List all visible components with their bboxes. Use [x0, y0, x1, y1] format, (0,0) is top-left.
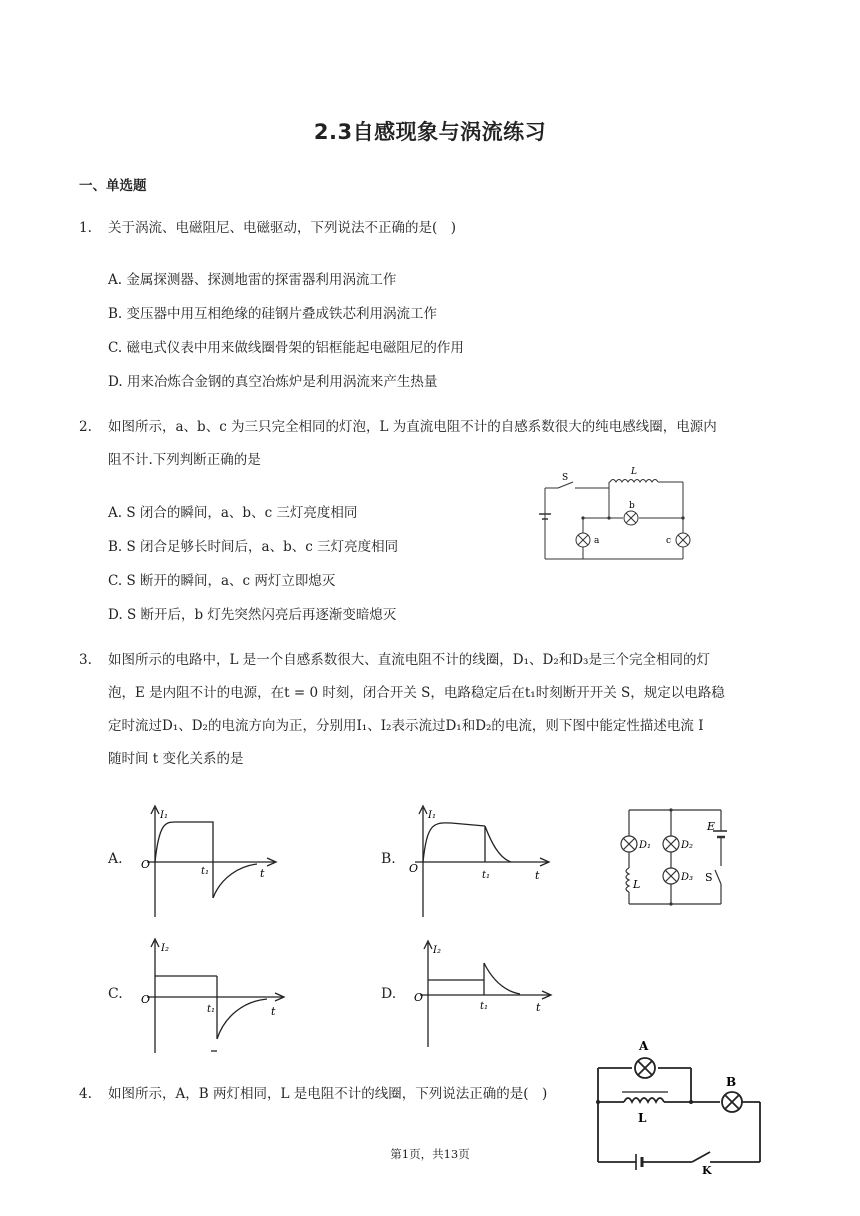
- t1-label: t₁: [480, 1001, 489, 1012]
- label-l: L: [638, 1111, 647, 1125]
- graph-a: [135, 802, 285, 920]
- t-label: t: [271, 1005, 276, 1018]
- page-title: 2.3自感现象与涡流练习: [313, 120, 547, 144]
- label-d3: D₃: [681, 872, 694, 883]
- t-label: t: [260, 867, 265, 880]
- option-c[interactable]: C.: [108, 986, 123, 1002]
- option-d[interactable]: [108, 370, 437, 390]
- option-text: S 断开后，b 灯先突然闪亮后再逐渐变暗熄灭: [126, 607, 397, 623]
- label-d1: D₁: [639, 840, 652, 851]
- option-text: 用来冶炼合金钢的真空冶炼炉是利用涡流来产生热量: [126, 374, 438, 390]
- t1-label: t₁: [207, 1004, 216, 1015]
- label-a: a: [594, 536, 600, 546]
- option-label: C.: [108, 573, 123, 589]
- graph-d: [408, 937, 558, 1049]
- label-b: b: [629, 501, 635, 511]
- option-label: A.: [108, 272, 123, 288]
- t-label: t: [536, 1001, 541, 1014]
- section-heading: 一、单选题: [79, 178, 147, 194]
- y-axis-label: I₂: [161, 943, 169, 954]
- question-text-line2: 阻不计.下列判断正确的是: [108, 452, 261, 468]
- option-b[interactable]: [108, 535, 398, 555]
- origin-label: O: [414, 991, 424, 1004]
- origin-label: O: [409, 862, 419, 875]
- label-a: A: [639, 1039, 649, 1053]
- graph-b: [403, 802, 553, 920]
- question-number: 2.: [79, 419, 92, 435]
- question-text: 如图所示，A，B 两灯相同，L 是电阻不计的线圈，下列说法正确的是( ): [108, 1086, 548, 1102]
- label-l: L: [631, 467, 637, 477]
- page-footer: 第1页，共13页: [390, 1147, 470, 1161]
- label-s: S: [705, 871, 713, 884]
- option-text: S 闭合足够长时间后，a、b、c 三灯亮度相同: [126, 539, 399, 555]
- question-text: 关于涡流、电磁阻尼、电磁驱动，下列说法不正确的是( ): [108, 220, 457, 236]
- t1-label: t₁: [482, 870, 491, 881]
- option-text: S 闭合的瞬间，a、b、c 三灯亮度相同: [126, 505, 358, 521]
- option-text: 变压器中用互相绝缘的硅钢片叠成铁芯利用涡流工作: [126, 306, 438, 322]
- option-label: C.: [108, 340, 123, 356]
- question-text-line2: 泡，E 是内阻不计的电源，在t = 0 时刻，闭合开关 S，电路稳定后在t₁时刻断开开关 S，规定以电路稳: [108, 685, 725, 701]
- option-text: S 断开的瞬间，a、c 两灯立即熄灭: [126, 573, 336, 589]
- label-c: c: [666, 536, 672, 546]
- y-axis-label: I₁: [160, 810, 168, 821]
- y-axis-label: I₁: [428, 810, 436, 821]
- q2-circuit-figure: [535, 462, 700, 564]
- question-text-line1: 如图所示的电路中，L 是一个自感系数很大、直流电阻不计的线圈，D₁、D₂和D₃是三个完全相同的灯: [108, 652, 710, 668]
- t-label: t: [535, 869, 540, 882]
- option-text: 磁电式仪表中用来做线圈骨架的铝框能起电磁阻尼的作用: [126, 340, 464, 356]
- t1-label: t₁: [201, 866, 210, 877]
- question-text-line3: 定时流过D₁、D₂的电流方向为正，分别用I₁、I₂表示流过D₁和D₂的电流，则下图中能定性描述电流 I: [108, 718, 704, 734]
- option-label: D.: [108, 374, 123, 390]
- q3-circuit-figure: [612, 806, 727, 906]
- option-text: 金属探测器、探测地雷的探雷器利用涡流工作: [126, 272, 397, 288]
- label-d2: D₂: [681, 840, 694, 851]
- option-label: B.: [108, 539, 123, 555]
- option-a[interactable]: A.: [108, 851, 123, 867]
- option-d[interactable]: D.: [381, 986, 397, 1002]
- label-l: L: [633, 878, 641, 891]
- option-label: D.: [108, 607, 123, 623]
- y-axis-label: I₂: [433, 945, 441, 956]
- question-text-line1: 如图所示，a、b、c 为三只完全相同的灯泡，L 为直流电阻不计的自感系数很大的纯电感线圈，电源内: [108, 419, 717, 435]
- question-text-line4: 随时间 t 变化关系的是: [108, 751, 244, 767]
- question-number: 4.: [79, 1086, 92, 1102]
- option-a[interactable]: [108, 268, 396, 288]
- question-number: 1.: [79, 220, 92, 236]
- option-b[interactable]: B.: [381, 851, 396, 867]
- option-label: A.: [108, 505, 123, 521]
- option-label: B.: [108, 306, 123, 322]
- label-k: K: [702, 1164, 712, 1174]
- label-s: S: [562, 473, 569, 483]
- origin-label: O: [141, 993, 151, 1006]
- option-c[interactable]: [108, 569, 335, 589]
- origin-label: O: [141, 858, 151, 871]
- label-b: B: [726, 1075, 737, 1089]
- option-d[interactable]: [108, 603, 396, 623]
- option-a[interactable]: [108, 501, 357, 521]
- option-c[interactable]: [108, 336, 464, 356]
- option-b[interactable]: [108, 302, 437, 322]
- graph-c: [135, 935, 290, 1055]
- label-e: E: [707, 820, 716, 833]
- question-number: 3.: [79, 652, 92, 668]
